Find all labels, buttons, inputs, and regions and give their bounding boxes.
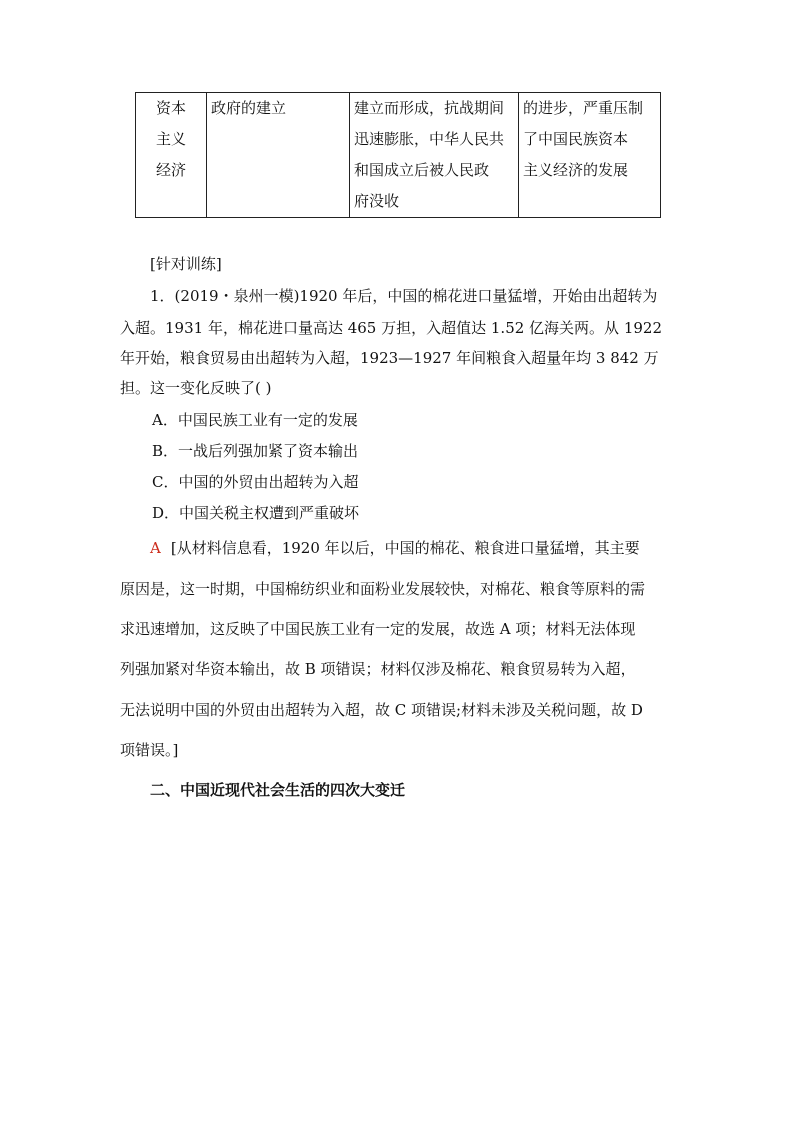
cell-line: 的进步，严重压制 bbox=[523, 99, 644, 117]
table-cell-impact bbox=[519, 93, 661, 218]
option-d: D．中国关税主权遭到严重破坏 bbox=[152, 504, 360, 522]
table-row bbox=[136, 93, 661, 218]
question-line: 1．(2019・泉州一模)1920 年后，中国的棉花进口量猛增，开始由出超转为 bbox=[150, 287, 658, 305]
cell-line: 资本 bbox=[155, 99, 186, 117]
cell-line: 主义经济的发展 bbox=[523, 161, 629, 179]
table-cell-category bbox=[136, 93, 207, 218]
explanation-line: 求迅速增加，这反映了中国民族工业有一定的发展，故选 A 项；材料无法体现 bbox=[120, 620, 636, 638]
cell-line: 和国成立后被人民政 bbox=[354, 161, 490, 179]
question-line: 年开始，粮食贸易由出超转为入超，1923—1927 年间粮食入超量年均 3 842 万 bbox=[120, 349, 659, 367]
option-c: C．中国的外贸由出超转为入超 bbox=[152, 473, 359, 491]
cell-line: 了中国民族资本 bbox=[523, 130, 629, 148]
cell-line: 建立而形成，抗战期间 bbox=[354, 99, 505, 117]
cell-line: 经济 bbox=[155, 161, 186, 179]
answer-letter: A bbox=[150, 539, 161, 557]
explanation-line: 原因是，这一时期，中国棉纺织业和面粉业发展较快，对棉花、粮食等原料的需 bbox=[120, 580, 646, 598]
explanation-line: 无法说明中国的外贸由出超转为入超，故 C 项错误;材料未涉及关税问题，故 D bbox=[120, 701, 643, 719]
option-b: B．一战后列强加紧了资本输出 bbox=[152, 442, 359, 460]
question-line: 担。这一变化反映了( ) bbox=[120, 379, 272, 397]
cell-line: 政府的建立 bbox=[211, 99, 287, 117]
table-cell-development bbox=[350, 93, 519, 218]
section-heading: 二、中国近现代社会生活的四次大变迁 bbox=[150, 781, 406, 799]
question-line: 入超。1931 年，棉花进口量高达 465 万担，入超值达 1.52 亿海关两。从 1922 bbox=[120, 319, 662, 337]
explanation-line: 项错误。] bbox=[120, 741, 179, 759]
economy-table-continuation bbox=[135, 92, 661, 218]
explanation-text: [从材料信息看，1920 年以后，中国的棉花、粮食进口量猛增，其主要 bbox=[170, 539, 640, 557]
explanation-line bbox=[150, 538, 640, 558]
cell-line: 主义 bbox=[155, 130, 186, 148]
explanation-line: 列强加紧对华资本输出，故 B 项错误；材料仅涉及棉花、粮食贸易转为入超， bbox=[120, 660, 636, 678]
practice-tag: [针对训练] bbox=[150, 255, 222, 273]
table-cell-origin bbox=[207, 93, 350, 218]
cell-line: 迅速膨胀，中华人民共 bbox=[354, 130, 505, 148]
cell-line: 府没收 bbox=[354, 192, 400, 210]
option-a: A．中国民族工业有一定的发展 bbox=[152, 411, 358, 429]
